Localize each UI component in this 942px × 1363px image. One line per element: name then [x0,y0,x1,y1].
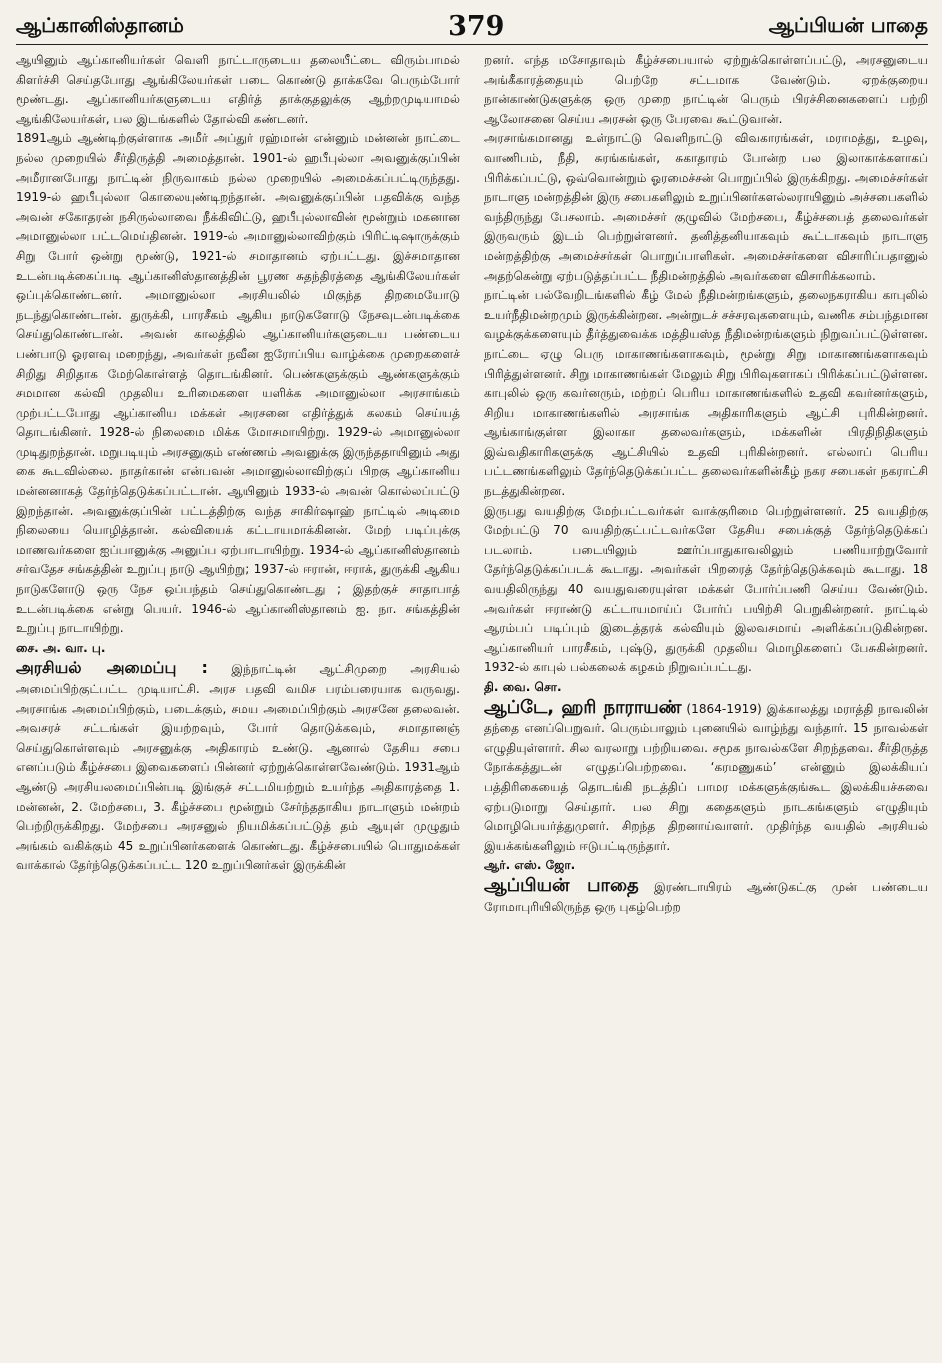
header-right-title: ஆப்பியன் பாதை [768,12,928,37]
signature: சை. அ. வா. பு. [16,640,106,655]
appian-entry [484,876,928,917]
entry-heading: ஆப்பியன் பாதை [484,874,639,896]
polity-section [16,658,460,876]
entry-years: (1864-1919) [686,701,762,716]
paragraph: இருபது வயதிற்கு மேற்பட்டவர்கள் வாக்குரிமை பெற்றுள்ளனர். 25 வயதிற்கு மேற்பட்டு 70 வயதிற்குட்பட்டவர்களே தேசிய சபைக்குத் தேர்ந்தெடுக்கப் படலாம். படையிலும் ஊர்ப்பாதுகாவலிலும் பணியாற்றுவோர் தேர்ந்தெடுக்கப்படக் கூடாது. அவர்கள் பிறரைத் தேர்ந்தெடுக்கவும் கூடாது. 18 வயதிலிருந்து 40 வயதுவரையுள்ள மக்கள் போர்ப்பணி செய்ய வேண்டும். அவர்கள் ஈராண்டு கட்டாயமாய்ப் போர்ப் பயிற்சி பெறுகின்றனர். நாட்டில் ஆரம்பப் படிப்பும் இடைத்தரக் கல்வியும் இலவசமாய் அளிக்கப்படுகின்றன. ஆப்கானியர் பாரசீகம், புஷ்டு, துருக்கி முதலிய மொழிகளைப் பேசுகின்றனர். 1932-ல் காபுல் பல்கலைக் கழகம் நிறுவப்பட்டது. [484,503,928,675]
left-column [16,51,460,1351]
apte-entry [484,698,928,857]
page-number: 379 [448,10,505,42]
text-columns [16,51,928,1351]
section-heading: அரசியல் அமைப்பு : [16,658,208,678]
page-header [16,8,928,45]
entry-heading: ஆப்டே, ஹரி நாராயண் [484,696,682,718]
paragraph-text: இரண்டாயிரம் ஆண்டுகட்கு முன் பண்டைய ரோமாபுரியிலிருந்த ஒரு புகழ்பெற்ற [484,879,928,914]
header-left-title: ஆப்கானிஸ்தானம் [16,12,184,37]
paragraph: அரசாங்கமானது உள்நாட்டு வெளிநாட்டு விவகாரங்கள், மராமத்து, உழவு, வாணிபம், நீதி, சுரங்கங்கள், சுகாதாரம் போன்ற பல இலாகாக்களாகப் பிரிக்கப்பட்டு, ஒவ்வொன்றும் ஓரமைச்சன் பொறுப்பில் இருக்கிறது. அமைச்சர்கள் நாடாளு மன்றத்தின் இரு சபைகளிலும் உறுப்பினர்களல்லராயினும் அச்சபைகளில் வந்திருந்து பேசலாம். அமைச்சர் குழுவில் மேற்சபை, கீழ்ச்சபைத் தலைவர்கள் இருவரும் இடம் பெற்றுள்ளனர். தனித்தனியாகவும் கூட்டாகவும் நாடாளு மன்றத்திற்கு அமைச்சர்கள் பொறுப்பாளிகள். அமைச்சர்களை விசாரிப்பதானுல் அதற்கென்று ஏற்படுத்தப்பட்ட நீதிமன்றத்தில் அவர்களை விசாரிக்கலாம். [484,131,928,283]
paragraph-text: இந்நாட்டின் ஆட்சிமுறை அரசியல் அமைப்பிற்குட்பட்ட முடியாட்சி. அரச பதவி வமிச பரம்பரையாக வருவது. அரசாங்க அமைப்பிற்கும், படைக்கும், சமய அமைப்பிற்கும் அரசனே தலைவன். அவசரச் சட்டங்கள் இயற்றவும், போர் தொடுக்கவும், சமாதானஞ் செய்துகொள்ளவும் அரசனுக்கு அதிகாரம் உண்டு. ஆனால் தேசிய சபை எனப்படும் கீழ்ச்சபை இவைகளைப் பின்னர் ஏற்றுக்கொள்ளவேண்டும். 1931ஆம் ஆண்டு அரசியலமைப்பின்படி இங்குச் சட்டமியற்றும் உயர்ந்த அதிகாரத்தை 1. மன்னன், 2. மேற்சபை, 3. கீழ்ச்சபை மூன்றும் சேர்ந்ததாகிய நாடாளும் மன்றம் பெற்றிருக்கிறது. மேற்சபை அரசனுல் நியமிக்கப்பட்டுத் தம் ஆயுள் முழுதும் அங்கம் வகிக்கும் 45 உறுப்பினர்களைக் கொண்டது. கீழ்ச்சபையில் பொதுமக்கள் வாக்கால் தேர்ந்தெடுக்கப்பட்ட 120 உறுப்பினர்கள் இருக்கின் [16,662,460,873]
paragraph: நாட்டின் பல்வேறிடங்களில் கீழ் மேல் நீதிமன்றங்களும், தலைநகராகிய காபுலில் உயர்நீதிமன்றமும் இருக்கின்றன. அன்றுடச் சச்சரவுகளையும், வணிக சம்பந்தமான வழக்குக்களையும் தீர்த்துவைக்க மத்தியஸ்த நீதிமன்றங்களும் நிறுவப்பட்டுள்ளன. நாட்டை ஏழு பெரு மாகாணங்களாகவும், மூன்று சிறு மாகாணங்களாகவும் பிரித்துள்ளனர். சிறு மாகாணங்கள் மேலும் சிறு பிரிவுகளாகப் பிரிக்கப்பட்டுள்ளன. காபுலில் ஒரு கவர்னரும், மற்றப் பெரிய மாகாணங்களில் உதவி கவர்னர்களும், சிறிய மாகாணங்களில் அரசாங்க அதிகாரிகளும் ஆட்சி புரிகின்றனர். ஆங்காங்குள்ள இலாகா தலைவர்களும், மக்களின் பிரதிநிதிகளும் இவ்வதிகாரிகளுக்கு ஆட்சியில் உதவி புரிகின்றனர். எல்லாப் பெரிய பட்டணங்களிலும் தேர்ந்தெடுக்கப்பட்ட தலைவர்களின்கீழ் நகர சபைகள் நகராட்சி நடத்துகின்றன. [484,288,928,499]
paragraph: றனர். எந்த மசோதாவும் கீழ்ச்சபையால் ஏற்றுக்கொள்ளப்பட்டு, அரசனுடைய அங்கீகாரத்தையும் பெற்றே சட்டமாக வேண்டும். ஏறக்குறைய நான்காண்டுகளுக்கு ஒரு முறை நாட்டின் பெரும் பிரச்சினைகளைப் பற்றி ஆலோசனை செய்ய அரசன் ஒரு பேரவை கூட்டுவான். [484,53,928,126]
signature: ஆர். எஸ். ஜோ. [484,858,576,873]
paragraph-text: இக்காலத்து மராத்தி நாவலின் தந்தை எனப்பெறுவர். பெரும்பாலும் புனையில் வாழ்ந்து வந்தார். 15 நாவல்கள் எழுதியுள்ளார். சில வரலாறு பற்றியவை. சமூக நாவல்களே சிறந்தவை. சீர்திருத்த நோக்கத்துடன் எழுதப்பெற்றவை. ‘கரமணுகம்’ என்னும் இலக்கியப் பத்திரிகையைத் தொடங்கி நடத்திப் பாமர மக்களுக்குங்கூட இலக்கியச்சுவை ஏற்படுமாறு செய்தார். பல சிறு கதைகளும் நாடகங்களும் எழுதியும் மொழிபெயர்த்துமுளர். சிறந்த திறனாய்வாளர். முதிர்ந்த வயதில் அரசியல் இயக்கங்களிலும் ஈடுபட்டிருந்தார். [484,701,928,853]
right-column [484,51,928,1351]
paragraph: 1891ஆம் ஆண்டிற்குள்ளாக அமீர் அப்துர் ரஹ்மான் என்னும் மன்னன் நாட்டை நல்ல முறையில் சீர்திருத்தி அமைத்தான். 1901-ல் ஹபீபுல்லா அவனுக்குப்பின் அமீரானபோது நாட்டின் நிருவாகம் நல்ல முறையில் அமைக்கப்பட்டிருந்தது. 1919-ல் ஹபீபுல்லா கொலையுண்டிறந்தான். அவனுக்குப்பின் பதவிக்கு வந்த அவன் சகோதரன் நசிருல்லாவை நீக்கிவிட்டு, ஹபீபுல்லாவின் மூன்றும் மகனான அமானுல்லா பட்டமெய்தினன். 1919-ல் அமானுல்லாவிற்கும் பிரிட்டிஷாருக்கும் சிறு போர் ஒன்று மூண்டு, 1921-ல் சமாதானம் ஏற்பட்டது. இச்சமாதான உடன்படிக்கைப்படி ஆப்கானிஸ்தானத்தின் பூரண சுதந்திரத்தை ஆங்கிலேயர்கள் ஒப்புக்கொண்டனர். அமானுல்லா அரசியலில் மிகுந்த திறமையோடு நடந்துகொண்டான். துருக்கி, பாரசீகம் ஆகிய நாடுகளோடு நேசவுடன்படிக்கை செய்துகொண்டான். அவன் காலத்தில் ஆப்கானியர்களுடைய பண்டைய பண்பாடு ஓரளவு மறைந்து, அவர்கள் நவீன ஐரோப்பிய வாழ்க்கை முறைகளைச் சிறிது சிறிதாக மேற்கொள்ளத் தொடங்கினர். பெண்களுக்கும் ஆண்களுக்கும் சமமான கல்வி முதலிய உரிமைகளை யளிக்க அமானுல்லா அரசாங்கம் முற்பட்டபோது ஆப்கானிய மக்கள் அரசனை எதிர்த்துக் கலகம் செய்யத் தொடங்கினர். 1928-ல் நிலைமை மிக்க மோசமாயிற்று. 1929-ல் அமானுல்லா முடிதுறந்தான். மறுபடியும் அரசனுகும் எண்ணம் அவனுக்கு இருந்ததாயினும் அது கை கூடவில்லை. நாதர்கான் என்பவன் அமானுல்லாவிற்குப் பிறகு ஆப்கானிய மன்னனாகத் தேர்ந்தெடுக்கப்பட்டான். ஆயினும் 1933-ல் அவன் கொல்லப்பட்டு இறந்தான். அவனுக்குப்பின் பட்டத்திற்கு வந்த சாகிர்ஷாஹ் நாட்டில் அடிமை நிலையை யொழித்தான். கல்வியைக் கட்டாயமாக்கினன். மேற் படிப்புக்கு மாணவர்களை ஐப்பானுக்கு அனுப்ப ஏற்பாடாயிற்று. 1934-ல் ஆப்கானிஸ்தானம் சர்வதேச சங்கத்தின் உறுப்பு நாடு ஆயிற்று; 1937-ல் ஈரான், ஈராக், துருக்கி ஆகிய நாடுகளோடு ஒரு நேச ஒப்பந்தம் செய்துகொண்டது ; இதற்குச் சாதாபாத் உடன்படிக்கை என்று பெயர். 1946-ல் ஆப்கானிஸ்தானம் ஐ. நா. சங்கத்தின் உறுப்பு நாடாயிற்று. [16,131,460,636]
paragraph: ஆயினும் ஆப்கானியர்கள் வெளி நாட்டாருடைய தலையீட்டை விரும்பாமல் கிளர்ச்சி செய்தபோது ஆங்கிலேயர்கள் படை கொண்டு தாக்கவே பெரும்போர் மூண்டது. ஆப்கானியர்களுடைய எதிர்த் தாக்குதலுக்கு ஆற்றமுடியாமல் ஆங்கிலேயர்கள், பல இடங்களில் தோல்வி கண்டனர். [16,53,460,126]
signature: தி. வை. சொ. [484,680,562,694]
